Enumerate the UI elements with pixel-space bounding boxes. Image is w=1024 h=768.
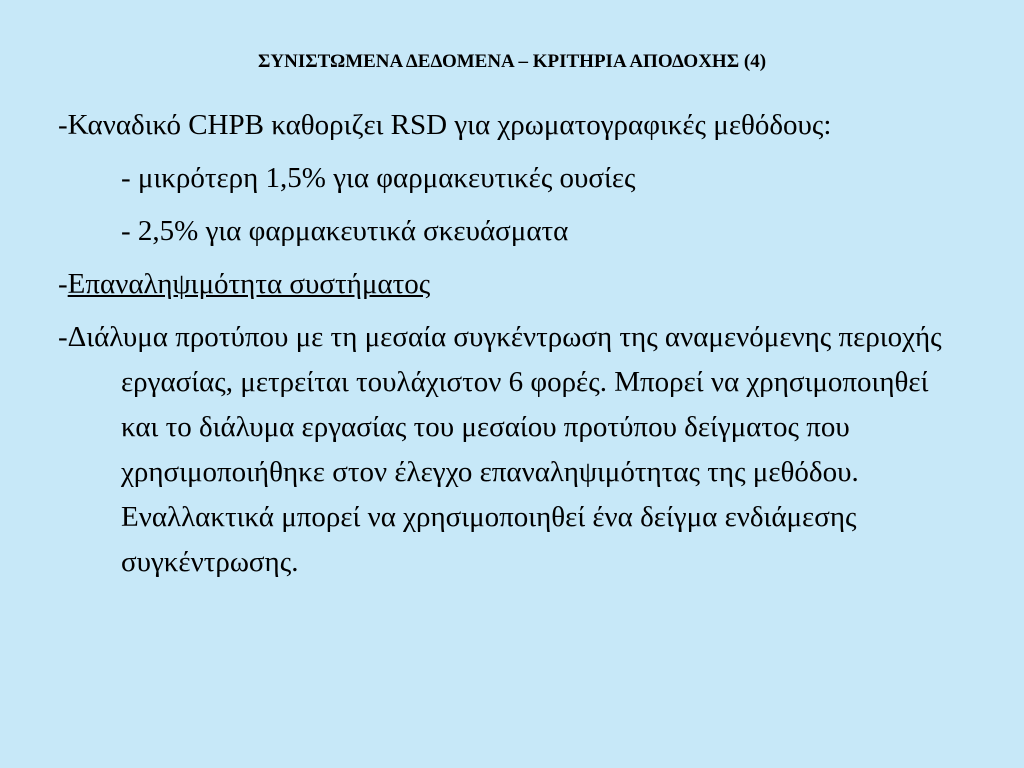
paragraph-standard-solution: -Διάλυμα προτύπου με τη μεσαία συγκέντρωση της αναμενόμενης περιοχής εργασίας, μετρείται τουλάχιστον 6 φορές. Μπορεί να χρησιμοποιηθεί και το διάλυμα εργασίας του μεσαίου προτύπου δείγματος που χρησιμοποιήθηκε στον έλεγχο επαναληψιμότητας της μεθόδου. Εναλλακτικά μπορεί να χρησιμοποιηθεί ένα δείγμα ενδιάμεσης συγκέντρωσης. <box>58 321 942 578</box>
heading-prefix: - <box>58 268 68 300</box>
subpoint-substances: - μικρότερη 1,5% για φαρμακευτικές ουσίες <box>121 162 636 194</box>
paragraph-chpb-rsd: -Καναδικό CHPB καθοριζει RSD για χρωματογραφικές μεθόδους: <box>58 109 832 141</box>
slide-body <box>58 103 958 585</box>
heading-system-repeatability <box>58 262 958 307</box>
slide-title: ΣΥΝΙΣΤΩΜΕΝΑ ΔΕΔΟΜΕΝΑ – ΚΡΙΤΗΡΙΑ ΑΠΟΔΟΧΗΣ (4) <box>257 51 767 72</box>
subpoint-preparations: - 2,5% για φαρμακευτικά σκευάσματα <box>121 215 569 247</box>
heading-underlined-text: Επαναληψιμότητα συστήματος <box>67 268 431 300</box>
